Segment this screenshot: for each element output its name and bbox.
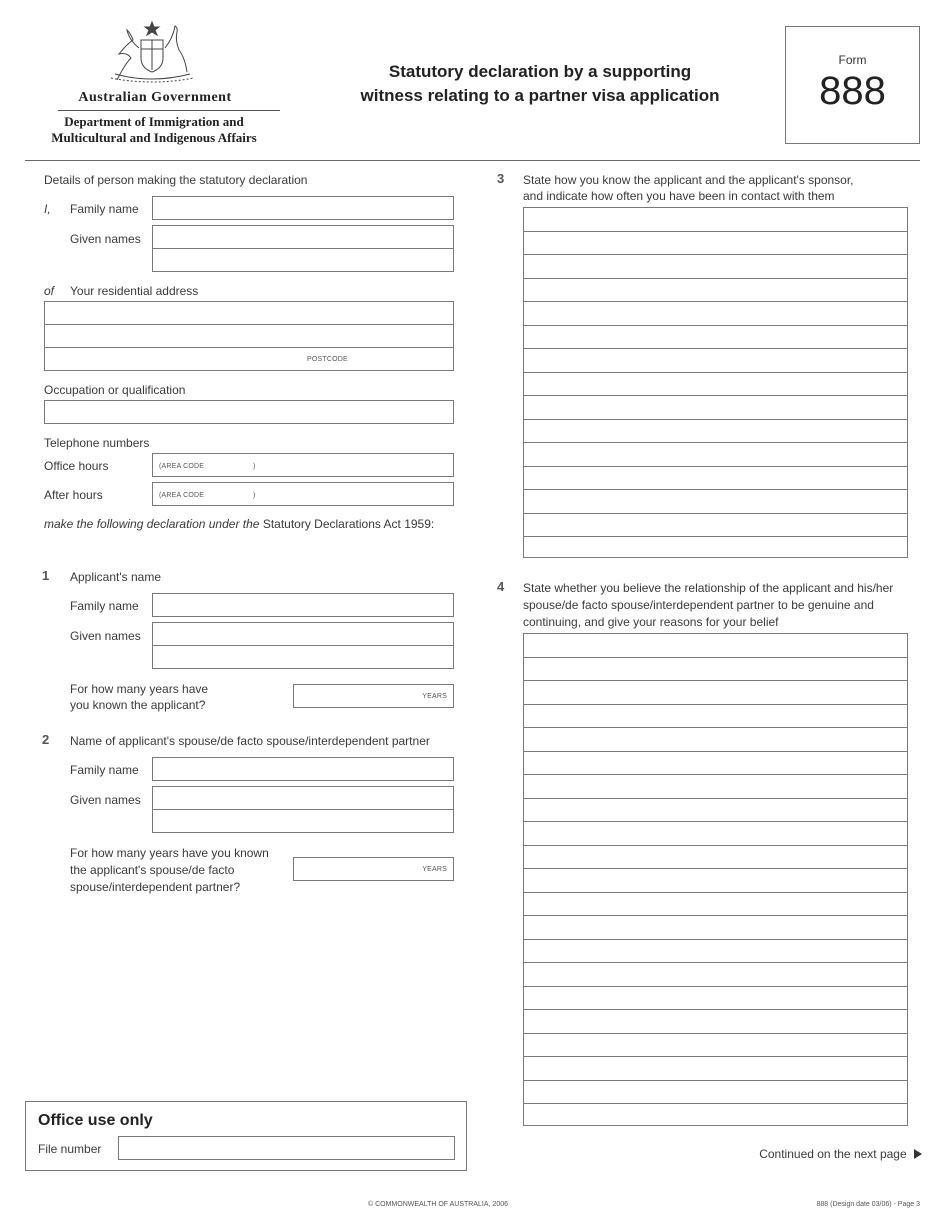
address-input-3[interactable] <box>44 347 454 371</box>
file-number-label: File number <box>38 1142 102 1156</box>
office-area-code-label: (AREA CODE <box>159 463 205 470</box>
q4-number: 4 <box>497 579 505 594</box>
answer-line <box>524 752 907 776</box>
answer-line <box>524 940 907 964</box>
answer-line <box>524 1034 907 1058</box>
q2-years-question-line2: the applicant's spouse/de facto <box>70 863 235 877</box>
coat-of-arms-logo <box>105 18 200 86</box>
answer-line <box>524 373 907 397</box>
occupation-label: Occupation or qualification <box>44 383 186 397</box>
address-label: Your residential address <box>70 284 199 298</box>
answer-line <box>524 775 907 799</box>
declarant-given-names-input-2[interactable] <box>152 248 454 272</box>
after-area-code-close: ) <box>253 492 256 499</box>
after-hours-label: After hours <box>44 488 103 502</box>
q1-label: Applicant's name <box>70 570 162 584</box>
answer-line <box>524 916 907 940</box>
header-divider <box>58 110 280 111</box>
answer-line <box>524 467 907 491</box>
answer-line <box>524 658 907 682</box>
q2-given-names-input-1[interactable] <box>152 786 454 810</box>
q4-answer-area[interactable] <box>523 633 908 1126</box>
q2-family-name-label: Family name <box>70 763 139 777</box>
q2-years-input[interactable] <box>293 857 454 881</box>
arrow-right-icon <box>914 1149 922 1159</box>
q4-text-line2: spouse/de facto spouse/interdependent partner to be genuine and <box>523 598 874 612</box>
answer-line <box>524 705 907 729</box>
answer-line <box>524 349 907 373</box>
answer-line <box>524 1104 907 1128</box>
answer-line <box>524 869 907 893</box>
answer-line <box>524 396 907 420</box>
q3-text-line2: and indicate how often you have been in contact with them <box>523 189 835 203</box>
answer-line <box>524 1081 907 1105</box>
q1-family-name-label: Family name <box>70 599 139 613</box>
answer-line <box>524 232 907 256</box>
answer-line <box>524 302 907 326</box>
answer-line <box>524 420 907 444</box>
q1-years-question-line2: you known the applicant? <box>70 698 206 712</box>
declarant-given-names-label: Given names <box>70 232 141 246</box>
office-use-panel <box>25 1101 467 1171</box>
i-label: I, <box>44 202 51 216</box>
answer-line <box>524 279 907 303</box>
department-name-line1: Department of Immigration and <box>64 114 244 129</box>
q2-years-question-line1: For how many years have you known <box>70 846 269 860</box>
page-info-text: 888 (Design date 03/06) - Page 3 <box>816 1201 920 1208</box>
q4-text-line1: State whether you believe the relationship of the applicant and his/her <box>523 581 894 595</box>
form-number-box <box>785 26 920 144</box>
q2-years-label: YEARS <box>422 866 447 873</box>
q2-label: Name of applicant's spouse/de facto spouse/interdependent partner <box>70 734 430 748</box>
declaration-statement <box>44 517 434 532</box>
answer-line <box>524 514 907 538</box>
answer-line <box>524 537 907 561</box>
declarant-family-name-label: Family name <box>70 202 139 216</box>
declarant-family-name-input[interactable] <box>152 196 454 220</box>
answer-line <box>524 846 907 870</box>
office-hours-label: Office hours <box>44 459 109 473</box>
answer-line <box>524 799 907 823</box>
answer-line <box>524 987 907 1011</box>
answer-line <box>524 1057 907 1081</box>
answer-line <box>524 822 907 846</box>
answer-line <box>524 893 907 917</box>
q1-given-names-input-2[interactable] <box>152 645 454 669</box>
q2-number: 2 <box>42 732 50 747</box>
office-hours-phone-input[interactable] <box>152 453 454 477</box>
continued-text: Continued on the next page <box>759 1147 907 1161</box>
q2-family-name-input[interactable] <box>152 757 454 781</box>
q1-given-names-input-1[interactable] <box>152 622 454 646</box>
header-rule <box>25 160 920 161</box>
q2-given-names-label: Given names <box>70 793 141 807</box>
answer-line <box>524 634 907 658</box>
q1-years-input[interactable] <box>293 684 454 708</box>
declarant-given-names-input-1[interactable] <box>152 225 454 249</box>
postcode-label: POSTCODE <box>307 356 348 363</box>
department-name-line2: Multicultural and Indigenous Affairs <box>51 130 257 145</box>
government-name: Australian Government <box>78 90 232 105</box>
after-area-code-label: (AREA CODE <box>159 492 205 499</box>
answer-line <box>524 963 907 987</box>
q1-family-name-input[interactable] <box>152 593 454 617</box>
answer-line <box>524 728 907 752</box>
form-title-line1: Statutory declaration by a supporting <box>388 62 692 81</box>
declaration-prefix: make the following declaration under the <box>44 517 260 531</box>
q1-years-question-line1: For how many years have <box>70 682 209 696</box>
q1-given-names-label: Given names <box>70 629 141 643</box>
of-label: of <box>44 284 55 298</box>
answer-line <box>524 1010 907 1034</box>
answer-line <box>524 255 907 279</box>
copyright-text: © COMMONWEALTH OF AUSTRALIA, 2006 <box>368 1201 508 1208</box>
q3-text-line1: State how you know the applicant and the applicant's sponsor, <box>523 173 854 187</box>
form-number: 888 <box>819 69 886 113</box>
declarant-section-label: Details of person making the statutory declaration <box>44 173 308 187</box>
q1-number: 1 <box>42 568 50 583</box>
declaration-act: Statutory Declarations Act 1959: <box>262 517 435 531</box>
answer-line <box>524 326 907 350</box>
answer-line <box>524 490 907 514</box>
q2-given-names-input-2[interactable] <box>152 809 454 833</box>
q4-text-line3: continuing, and give your reasons for your belief <box>523 615 779 629</box>
continued-next-page <box>700 1147 922 1162</box>
file-number-input[interactable] <box>118 1136 455 1160</box>
form-title-line2: witness relating to a partner visa application <box>360 86 720 105</box>
answer-line <box>524 443 907 467</box>
q3-answer-area[interactable] <box>523 207 908 558</box>
form-label: Form <box>838 53 867 67</box>
address-input-1[interactable] <box>44 301 454 325</box>
office-use-title: Office use only <box>38 1112 153 1129</box>
after-hours-phone-input[interactable] <box>152 482 454 506</box>
q2-years-question-line3: spouse/interdependent partner? <box>70 880 241 894</box>
answer-line <box>524 208 907 232</box>
q3-number: 3 <box>497 171 505 186</box>
telephone-label: Telephone numbers <box>44 436 150 450</box>
address-input-2[interactable] <box>44 324 454 348</box>
q1-years-label: YEARS <box>422 693 447 700</box>
answer-line <box>524 681 907 705</box>
occupation-input[interactable] <box>44 400 454 424</box>
office-area-code-close: ) <box>253 463 256 470</box>
